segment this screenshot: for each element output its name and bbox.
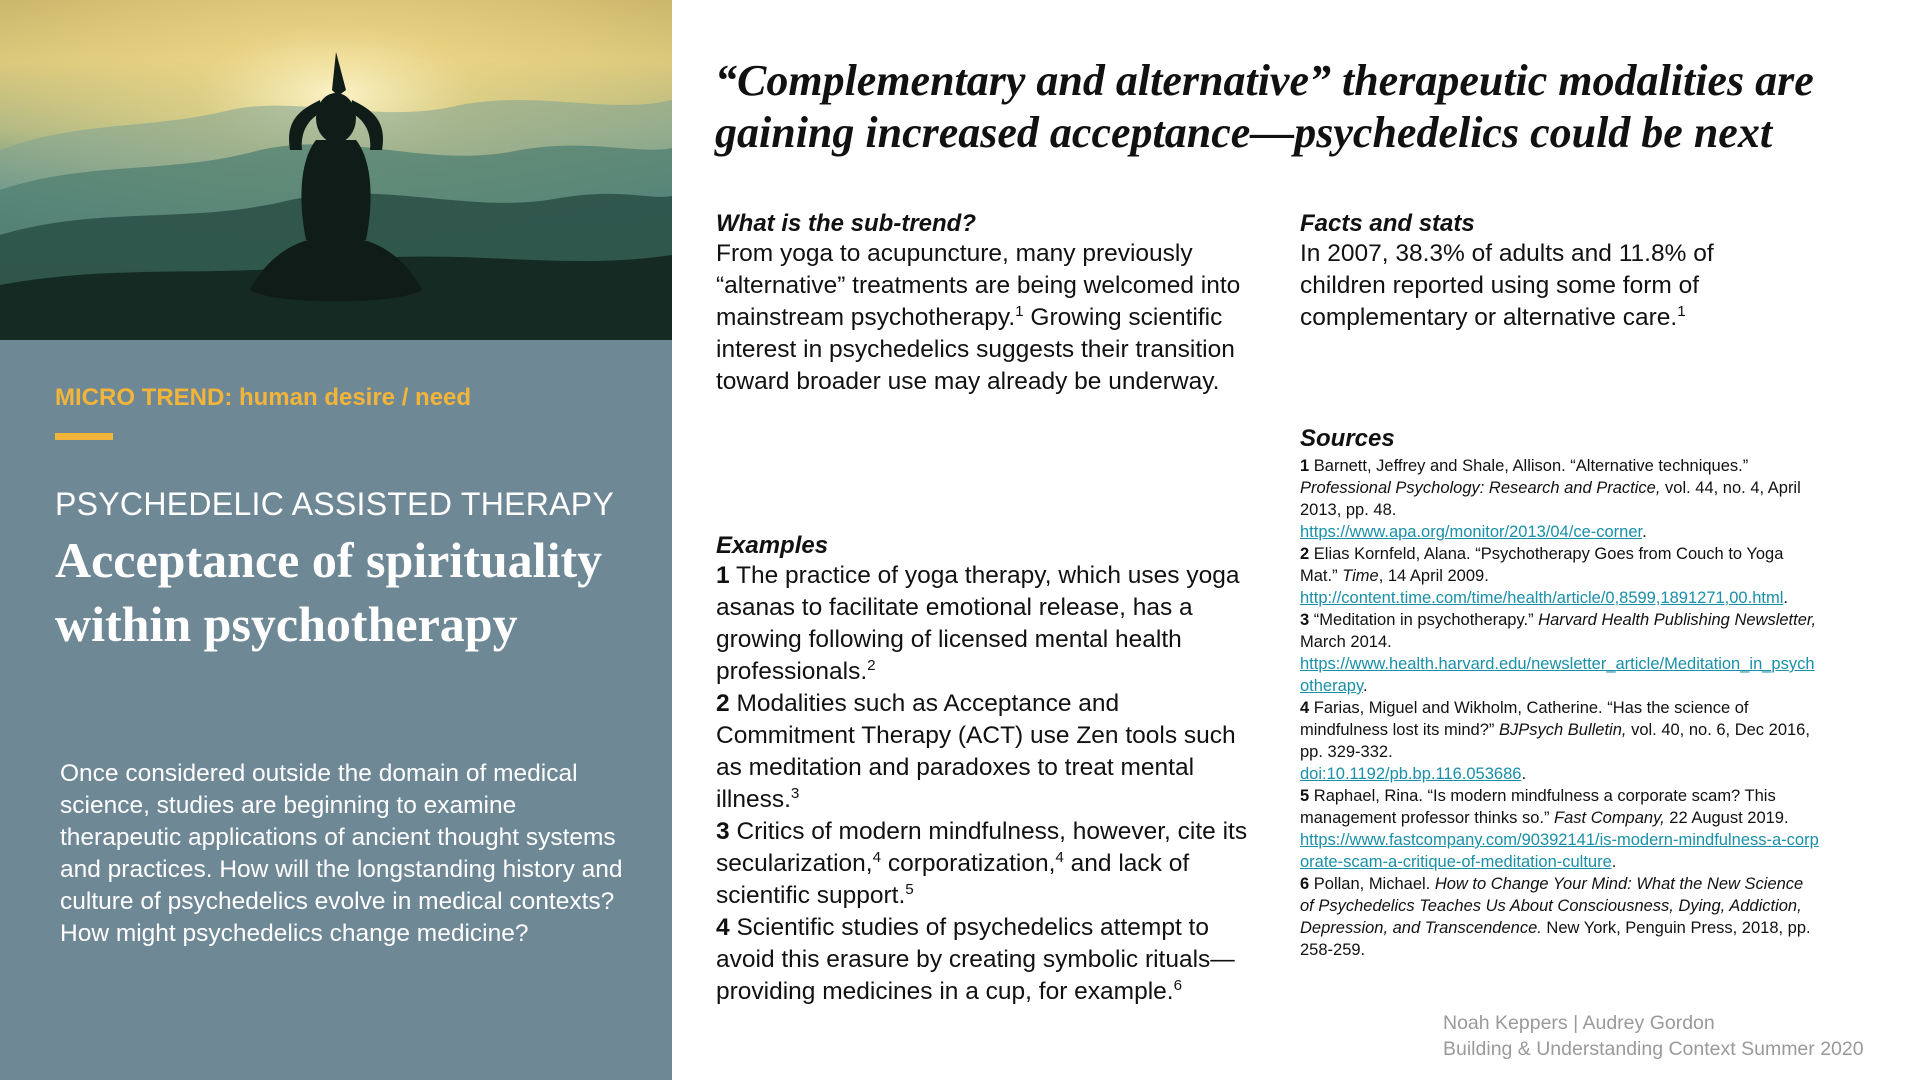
example-item <box>716 688 1256 816</box>
source-tail: . <box>1783 589 1788 607</box>
facts-body <box>1300 238 1770 334</box>
accent-divider <box>55 433 113 440</box>
facts-heading: Facts and stats <box>1300 210 1475 237</box>
source-citation: Barnett, Jeffrey and Shale, Allison. “Alternative techniques.” <box>1313 457 1749 475</box>
source-link[interactable]: https://www.fastcompany.com/90392141/is-modern-mindfulness-a-corporate-scam-a-critique-of-meditation-culture <box>1300 831 1819 871</box>
source-publication: Professional Psychology: Research and Practice, <box>1300 479 1661 497</box>
source-tail: . <box>1611 853 1617 871</box>
source-item <box>1300 785 1820 873</box>
source-tail: . <box>1521 765 1527 783</box>
page-title: “Complementary and alternative” therapeutic modalities are gaining increased acceptance—psychedelics could be next <box>715 56 1814 157</box>
subtrend-text-2: Growing scientific interest in psychedelics suggests their transition toward broader use may already be underway. <box>716 304 1235 395</box>
source-tail: . <box>1363 677 1368 695</box>
example-number: 2 <box>716 690 730 717</box>
author-names: Noah Keppers | Audrey Gordon <box>1443 1012 1715 1034</box>
trend-headline: Acceptance of spirituality within psychotherapy <box>55 532 603 652</box>
source-link[interactable]: doi:10.1192/pb.bp.116.053686 <box>1300 765 1522 783</box>
source-number: 5 <box>1300 787 1310 805</box>
source-publication: Fast Company, <box>1554 809 1665 827</box>
footnote-ref: 1 <box>1677 302 1686 320</box>
source-number: 2 <box>1300 545 1310 563</box>
meditation-hero-image <box>0 0 672 340</box>
source-citation: Raphael, Rina. “Is modern mindfulness a corporate scam? This management professor thinks so.” <box>1300 787 1776 827</box>
source-citation: Elias Kornfeld, Alana. “Psychotherapy Goes from Couch to Yoga Mat.” <box>1300 545 1784 585</box>
source-item <box>1300 543 1820 609</box>
source-publication: Harvard Health Publishing Newsletter, <box>1538 611 1817 629</box>
source-number: 3 <box>1300 611 1310 629</box>
source-details: March 2014. <box>1300 633 1392 651</box>
example-text: Modalities such as Acceptance and Commitment Therapy (ACT) use Zen tools such as meditation and paradoxes to treat mental illness. <box>716 690 1236 813</box>
example-number: 4 <box>716 914 730 941</box>
example-text: Scientific studies of psychedelics attempt to avoid this erasure by creating symbolic rituals—providing medicines in a cup, for example. <box>716 914 1235 1005</box>
example-number: 1 <box>716 562 730 589</box>
meditation-silhouette-illustration <box>0 0 672 340</box>
trend-intro: Once considered outside the domain of medical science, studies are beginning to examine therapeutic applications of ancient thought systems and practices. How will the longstanding history and culture of psychedelics evolve in medical contexts? How might psychedelics change medicine? <box>60 760 623 947</box>
source-citation: Farias, Miguel and Wikholm, Catherine. “Has the science of mindfulness lost its mind?” <box>1300 699 1749 739</box>
source-publication: How to Change Your Mind: What the New Science of Psychedelics Teaches Us About Consciousness, Dying, Addiction, Depression, and Transcendence. <box>1300 875 1804 937</box>
subtrend-section <box>716 210 1256 398</box>
example-text: and lack of scientific support. <box>716 850 1190 909</box>
category-kicker: PSYCHEDELIC ASSISTED THERAPY <box>55 486 615 522</box>
left-panel <box>0 0 672 1080</box>
example-item <box>716 912 1256 1008</box>
source-citation: “Meditation in psychotherapy.” <box>1313 611 1539 629</box>
source-details: , 14 April 2009. <box>1378 567 1489 585</box>
example-text: corporatization, <box>881 850 1056 877</box>
examples-heading: Examples <box>716 532 829 559</box>
source-item <box>1300 609 1820 697</box>
footnote-ref: 3 <box>790 784 800 802</box>
facts-section <box>1300 210 1770 334</box>
source-publication: Time <box>1342 567 1379 585</box>
source-details: New York, Penguin Press, 2018, pp. 258-259. <box>1300 919 1811 959</box>
source-link[interactable]: https://www.apa.org/monitor/2013/04/ce-corner <box>1300 523 1643 541</box>
subtrend-heading: What is the sub-trend? <box>716 210 976 237</box>
source-citation: Pollan, Michael. <box>1313 875 1435 893</box>
facts-text: In 2007, 38.3% of adults and 11.8% of children reported using some form of complementary or alternative care. <box>1300 240 1714 331</box>
source-item <box>1300 697 1820 785</box>
sources-section <box>1300 425 1820 961</box>
footnote-ref: 2 <box>867 656 876 674</box>
example-text: The practice of yoga therapy, which uses yoga asanas to facilitate emotional release, has a growing following of licensed mental health professionals. <box>716 562 1240 685</box>
subtrend-text-1: From yoga to acupuncture, many previously “alternative” treatments are being welcomed into mainstream psychotherapy. <box>716 240 1241 331</box>
examples-section <box>716 532 1256 1008</box>
footnote-ref: 5 <box>905 880 914 898</box>
source-tail: . <box>1642 523 1647 541</box>
source-details: vol. 44, no. 4, April 2013, pp. 48. <box>1300 479 1801 519</box>
course-name: Building & Understanding Context Summer 2020 <box>1443 1038 1864 1060</box>
source-item <box>1300 873 1820 961</box>
example-number: 3 <box>716 818 730 845</box>
source-number: 1 <box>1300 457 1310 475</box>
sources-heading: Sources <box>1300 425 1395 452</box>
source-list <box>1300 455 1820 961</box>
example-text: Critics of modern mindfulness, however, cite its secularization, <box>716 818 1248 877</box>
source-link[interactable]: http://content.time.com/time/health/article/0,8599,1891271,00.html <box>1300 589 1784 607</box>
source-number: 4 <box>1300 699 1310 717</box>
source-item <box>1300 455 1820 543</box>
source-details: vol. 40, no. 6, Dec 2016, pp. 329-332. <box>1300 721 1810 761</box>
example-item <box>716 560 1256 688</box>
subtrend-body <box>716 238 1256 398</box>
source-publication: BJPsych Bulletin, <box>1499 721 1627 739</box>
source-number: 6 <box>1300 875 1310 893</box>
footnote-ref: 4 <box>1055 848 1064 866</box>
example-item <box>716 816 1256 912</box>
source-details: 22 August 2019. <box>1664 809 1789 827</box>
credits <box>1443 1010 1864 1062</box>
footnote-ref: 1 <box>1015 302 1024 320</box>
footnote-ref: 4 <box>872 848 882 866</box>
source-link[interactable]: https://www.health.harvard.edu/newsletter_article/Meditation_in_psychotherapy <box>1300 655 1815 695</box>
footnote-ref: 6 <box>1173 976 1183 994</box>
micro-trend-label: MICRO TREND: human desire / need <box>55 384 472 411</box>
